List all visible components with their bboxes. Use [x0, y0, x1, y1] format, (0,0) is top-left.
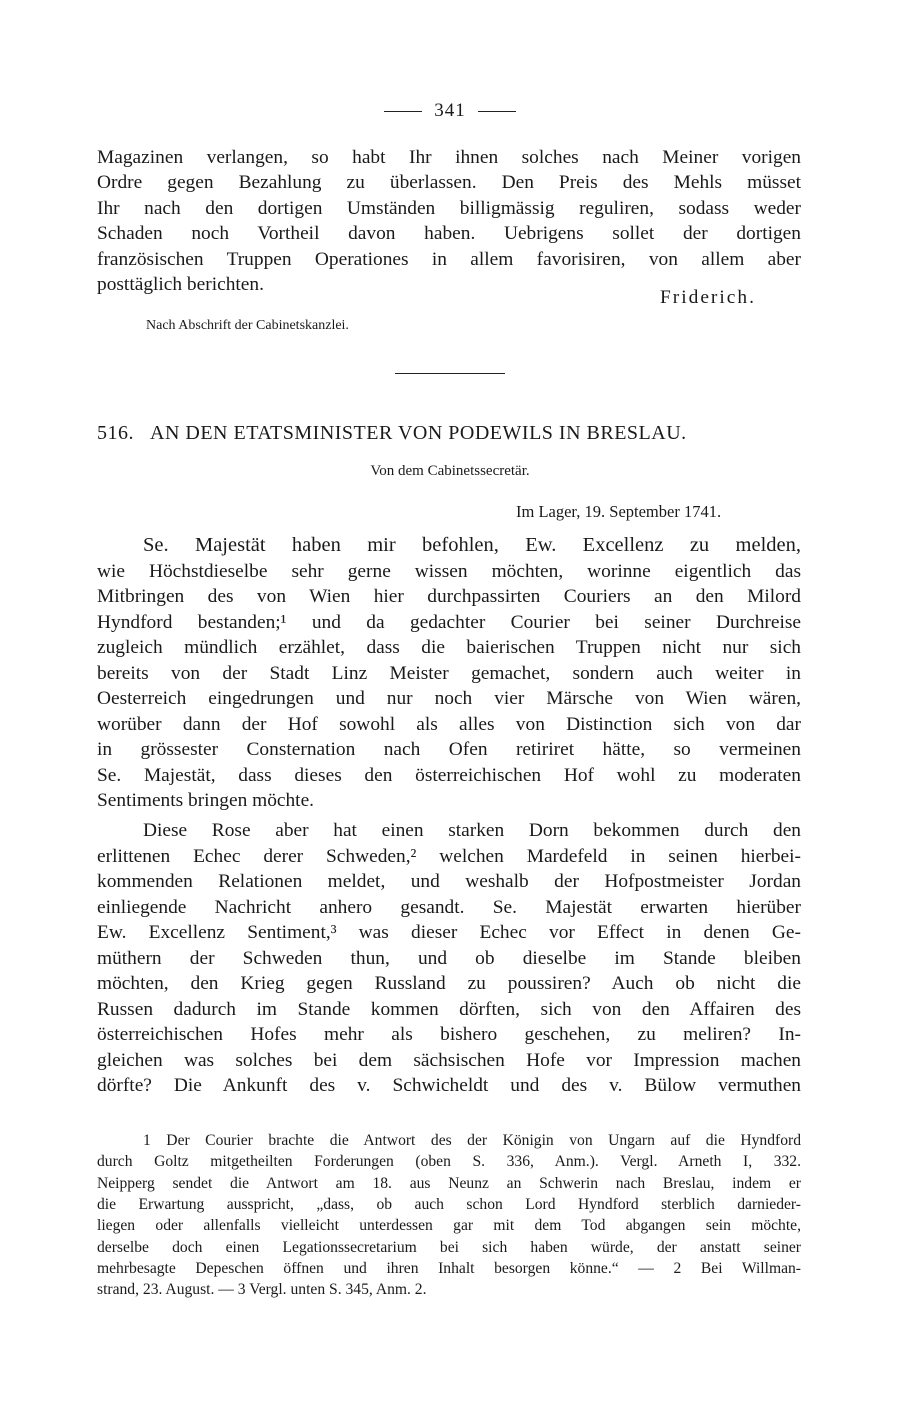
document-number: 516. [97, 422, 134, 444]
text-line: wie Höchstdieselbe sehr gerne wissen möchten, worinne eigentlich das [97, 561, 801, 582]
section-divider [395, 373, 505, 374]
text-line: müthern der Schweden thun, und ob dieselbe im Stande bleiben [97, 948, 801, 969]
footnote-line: Neipperg sendet die Antwort am 18. aus Neunz an Schwerin nach Breslau, indem er [97, 1175, 801, 1192]
text-line: Ordre gegen Bezahlung zu überlassen. Den Preis des Mehls müsset [97, 172, 801, 193]
text-line: Se. Majestät, dass dieses den österreichischen Hof wohl zu moderaten [97, 765, 801, 786]
text-line: posttäglich berichten. [97, 274, 264, 295]
text-line: Ew. Excellenz Sentiment,³ was dieser Echec vor Effect in denen Ge- [97, 922, 801, 943]
page-number-dash-right [478, 111, 516, 112]
text-line: Diese Rose aber hat einen starken Dorn bekommen durch den [143, 820, 801, 841]
page-number-text: 341 [434, 100, 466, 121]
text-line: worüber dann der Hof sowohl als alles von Distinction sich von dar [97, 714, 801, 735]
page-number [0, 100, 900, 122]
text-line: einliegende Nachricht anhero gesandt. Se. Majestät erwarten hierüber [97, 897, 801, 918]
document-title: AN DEN ETATSMINISTER VON PODEWILS IN BRESLAU. [150, 422, 687, 444]
text-line: Magazinen verlangen, so habt Ihr ihnen solches nach Meiner vorigen [97, 147, 801, 168]
document-dateline: Im Lager, 19. September 1741. [516, 502, 722, 521]
text-line: gleichen was solches bei dem sächsischen Hofe vor Impression machen [97, 1050, 801, 1071]
text-line: bereits von der Stadt Linz Meister gemachet, sondern auch weiter in [97, 663, 801, 684]
text-line: österreichischen Hofes mehr als bishero geschehen, zu meliren? In- [97, 1024, 801, 1045]
footnote-line: derselbe doch einen Legationssecretarium bei sich haben würde, der anstatt seiner [97, 1239, 801, 1256]
text-line: erlittenen Echec derer Schweden,² welchen Mardefeld in seinen hierbei- [97, 846, 801, 867]
footnote-line: durch Goltz mitgetheilten Forderungen (oben S. 336, Anm.). Vergl. Arneth I, 332. [97, 1153, 801, 1170]
text-line: möchten, den Krieg gegen Russland zu poussiren? Auch ob nicht die [97, 973, 801, 994]
text-line: zugleich mündlich erzählet, dass die baierischen Truppen nicht nur sich [97, 637, 801, 658]
footnote-line: mehrbesagte Depeschen öffnen und ihren Inhalt besorgen könne.“ — 2 Bei Willman- [97, 1260, 801, 1277]
text-line: Hyndford bestanden;¹ und da gedachter Courier bei seiner Durchreise [97, 612, 801, 633]
text-line: in grössester Consternation nach Ofen retiriret hätte, so vermeinen [97, 739, 801, 760]
text-line: Russen dadurch im Stande kommen dörften, sich von den Affairen des [97, 999, 801, 1020]
document-heading [97, 422, 801, 445]
text-line: kommenden Relationen meldet, und weshalb der Hofpostmeister Jordan [97, 871, 801, 892]
text-line: Se. Majestät haben mir befohlen, Ew. Excellenz zu melden, [143, 534, 801, 556]
footnote-line: 1 Der Courier brachte die Antwort des der Königin von Ungarn auf die Hyndford [143, 1132, 801, 1149]
footnote-line: strand, 23. August. — 3 Vergl. unten S. 345, Anm. 2. [97, 1281, 427, 1298]
signature: Friderich. [660, 287, 756, 308]
text-line: Mitbringen des von Wien hier durchpassirten Couriers an den Milord [97, 586, 801, 607]
text-line: französischen Truppen Operationes in allem favorisiren, von allem aber [97, 249, 801, 270]
page-number-dash-left [384, 111, 422, 112]
text-line: dörfte? Die Ankunft des v. Schwicheldt und des v. Bülow vermuthen [97, 1075, 801, 1096]
text-line: Ihr nach den dortigen Umständen billigmässig reguliren, sodass weder [97, 198, 801, 219]
footnote-line: die Erwartung ausspricht, „dass, ob auch schon Lord Hyndford sterblich darnieder- [97, 1196, 801, 1213]
text-line: Schaden noch Vortheil davon haben. Uebrigens sollet der dortigen [97, 223, 801, 244]
source-note: Nach Abschrift der Cabinetskanzlei. [146, 318, 349, 333]
document-subtitle: Von dem Cabinetssecretär. [370, 463, 530, 479]
text-line: Sentiments bringen möchte. [97, 790, 315, 811]
footnote-line: liegen oder allenfalls vielleicht unterdessen gar mit dem Tod abgangen sein möchte, [97, 1217, 801, 1234]
text-line: Oesterreich eingedrungen und nur noch vier Märsche von Wien wären, [97, 688, 801, 709]
